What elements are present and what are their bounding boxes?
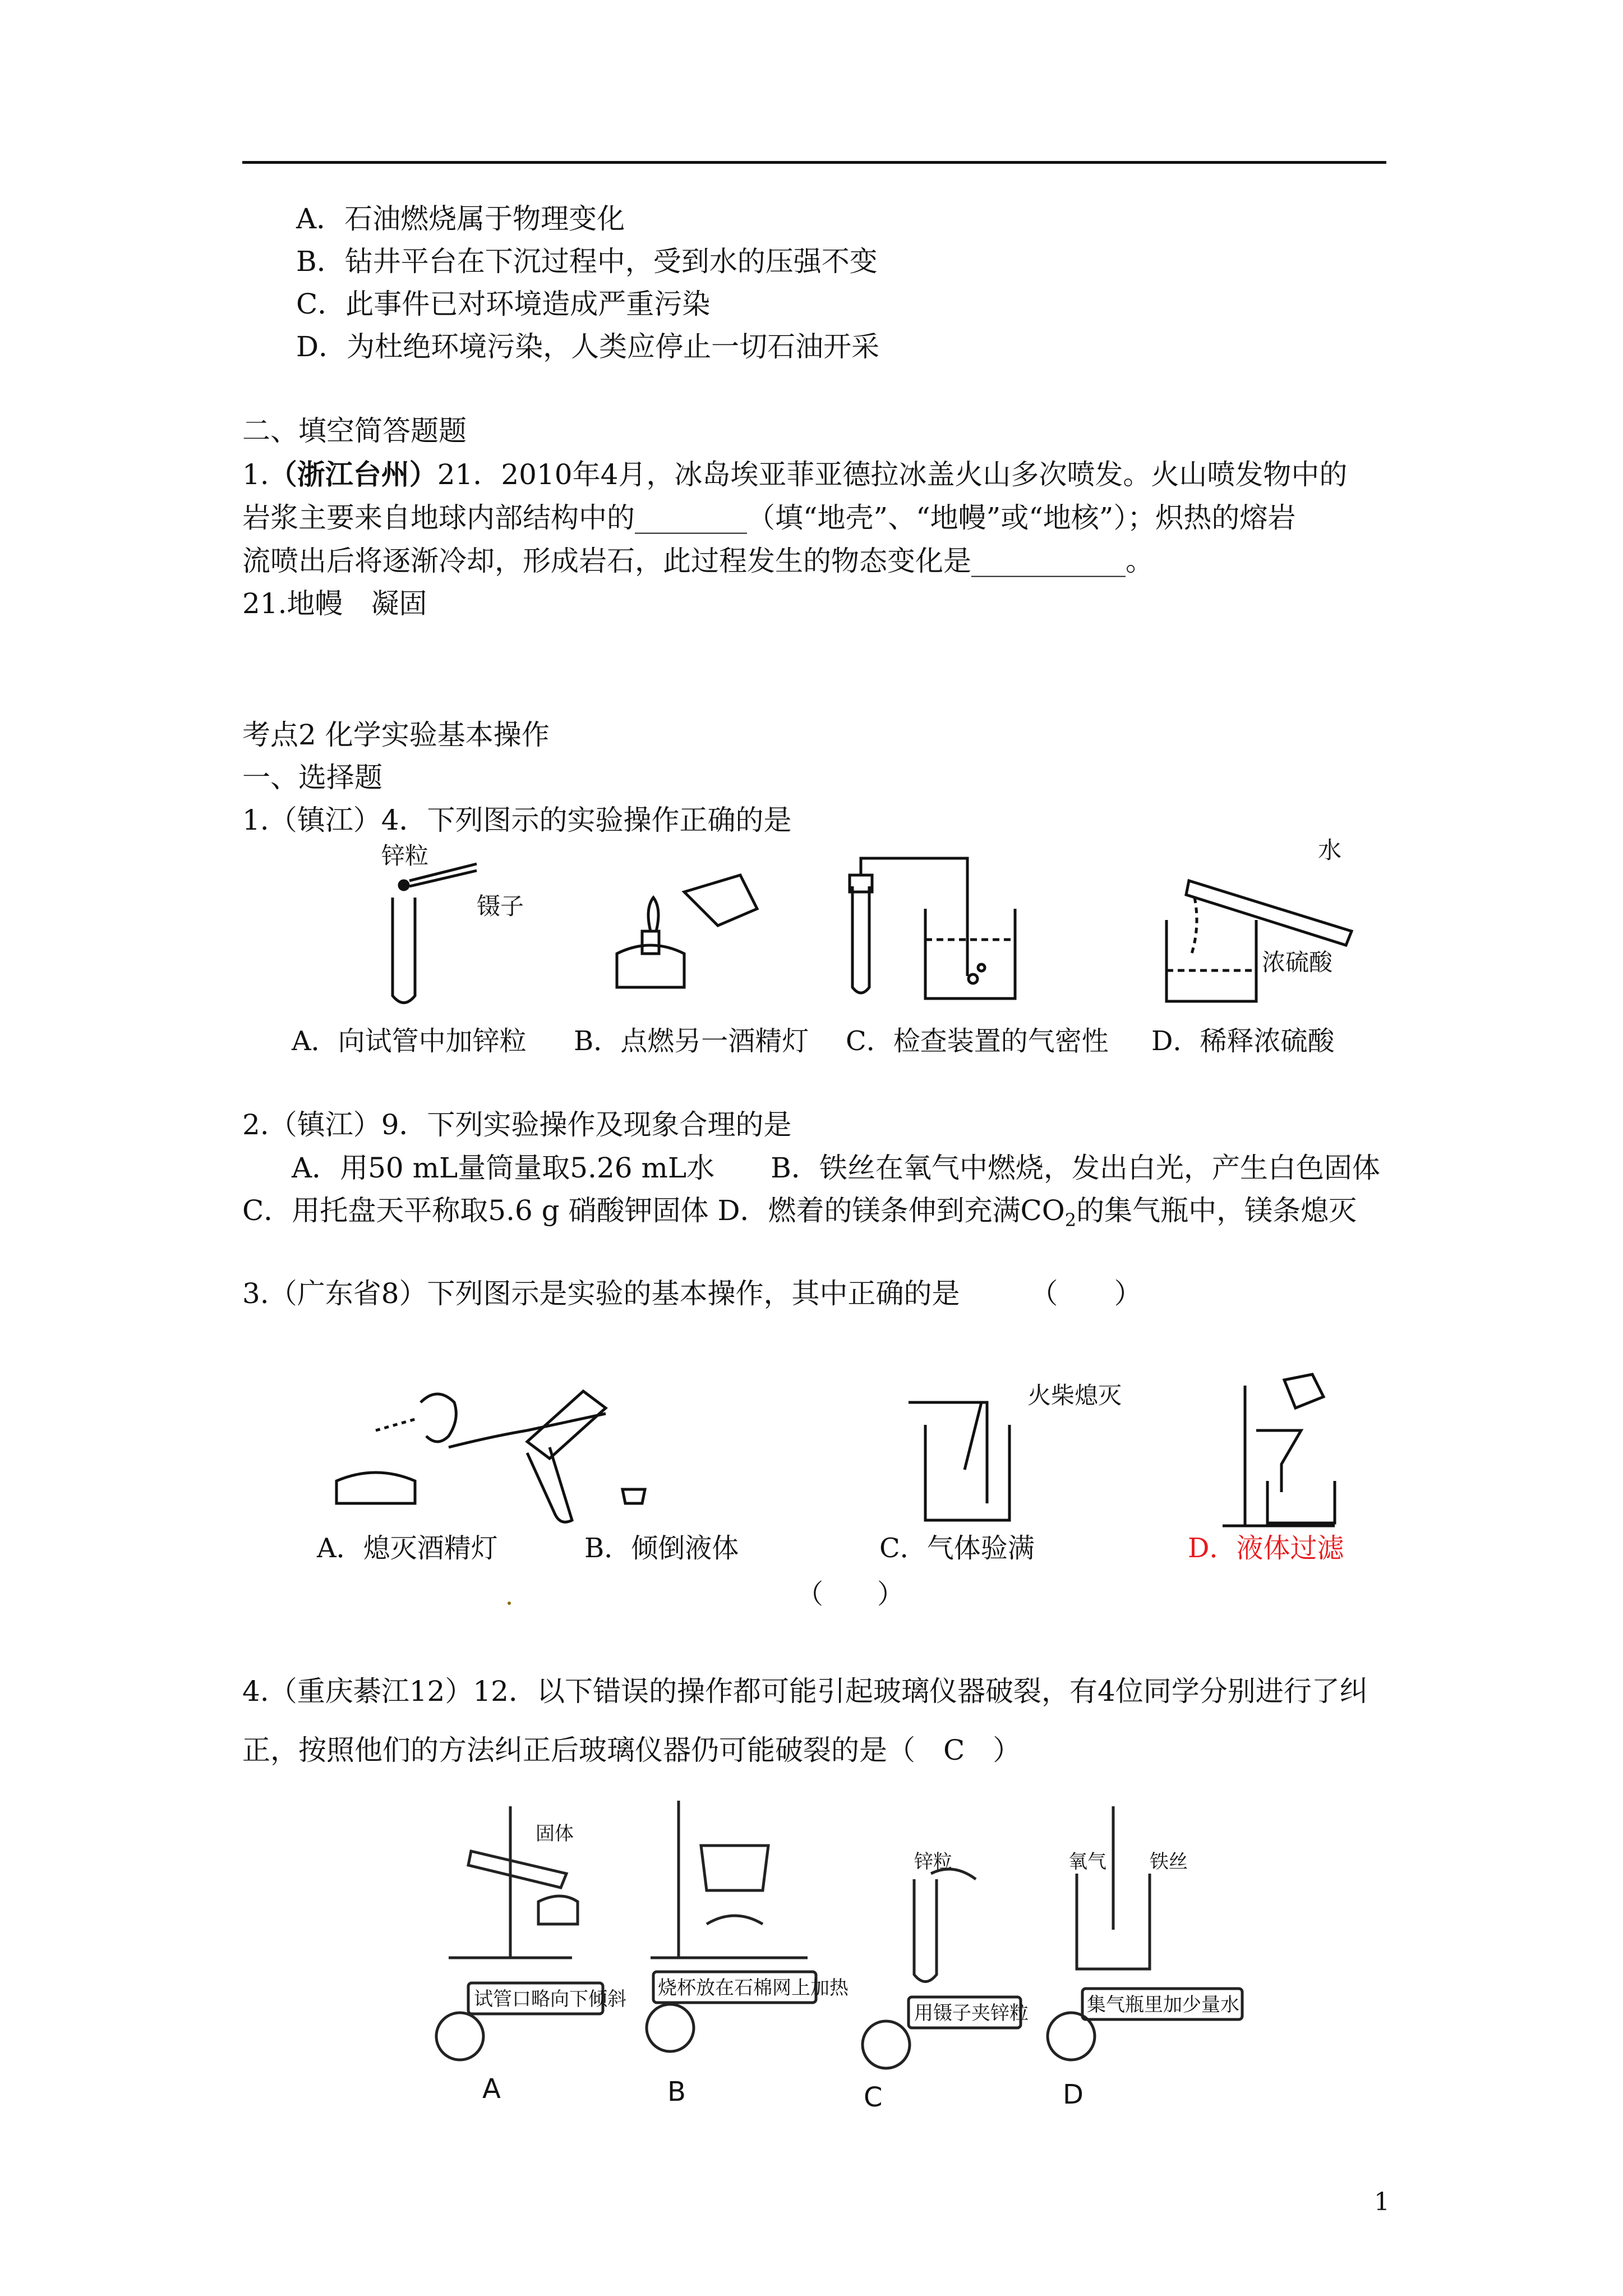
letter-a: A <box>482 2073 501 2105</box>
label-zinc-q4: 锌粒 <box>914 1851 952 1873</box>
second-lamp <box>684 875 757 926</box>
pour-beaker <box>1284 1374 1324 1408</box>
q4-line2: 正，按照他们的方法纠正后玻璃仪器仍可能破裂的是（ C ） <box>242 1734 1021 1766</box>
letter-d: D <box>1063 2079 1083 2110</box>
letter-b: B <box>667 2076 686 2108</box>
section2-heading: 二、填空简答题题 <box>242 415 467 447</box>
header-rule <box>242 161 1386 164</box>
beaker-d3 <box>1267 1481 1335 1523</box>
q2-stem: 2.（镇江）9．下列实验操作及现象合理的是 <box>242 1108 792 1141</box>
q2-line-cd-pre: C．用托盘天平称取5.6 g 硝酸钾固体 D．燃着的镁条伸到充满CO <box>242 1194 1065 1227</box>
page-number: 1 <box>1374 2188 1390 2216</box>
bubble-b-text: 烧杯放在石棉网上加热 <box>658 1977 849 1999</box>
zinc-granule <box>399 881 408 890</box>
s2-q1-text1: 21．2010年4月，冰岛埃亚菲亚德拉冰盖火山多次喷发。火山喷发物中的 <box>437 458 1348 491</box>
label-match: 火柴熄灭 <box>1027 1382 1122 1409</box>
beaker-b <box>701 1846 768 1890</box>
s2-q1-line2: 岩浆主要来自地球内部结构中的________（填“地壳”、“地幔”或“地核”）；炽热的熔岩 <box>242 501 1296 534</box>
tube-c <box>914 1879 937 1982</box>
beaker-c <box>925 909 1015 999</box>
q2-line-cd-post: 的集气瓶中，镁条熄灭 <box>1076 1194 1357 1227</box>
q2-line-ab: A．用50 mL量筒量取5.26 mL水 B．铁丝在氧气中燃烧，发出白光，产生白色固体 <box>292 1152 1380 1184</box>
q1-stem: 1.（镇江）4．下列图示的实验操作正确的是 <box>242 804 792 836</box>
letter-c: C <box>864 2082 883 2113</box>
q1-option-d: D．稀释浓硫酸 <box>1151 1025 1335 1057</box>
student-a <box>436 2013 483 2060</box>
stopper <box>623 1489 645 1503</box>
test-tube-c <box>852 886 869 993</box>
match-stick <box>965 1402 981 1470</box>
q3-stem: 3.（广东省8）下列图示是实验的基本操作，其中正确的是 （ ） <box>242 1277 1142 1310</box>
funnel <box>1256 1430 1301 1492</box>
label-zinc: 锌粒 <box>381 842 429 869</box>
s2-q1-source: （浙江台州） <box>269 458 437 491</box>
label-oxygen: 氧气 <box>1068 1851 1106 1873</box>
bubble-d-text: 集气瓶里加少量水 <box>1087 1994 1239 2016</box>
q4-figure <box>437 1789 1256 2126</box>
face <box>421 1394 456 1442</box>
kaodian-sub: 一、选择题 <box>242 761 382 794</box>
prev-option-a: A．石油燃烧属于物理变化 <box>296 203 625 235</box>
q1-option-a: A．向试管中加锌粒 <box>292 1025 527 1057</box>
label-iron: 铁丝 <box>1150 1851 1188 1873</box>
q1-option-b: B．点燃另一酒精灯 <box>574 1025 809 1057</box>
bubble-c-text: 用镊子夹锌粒 <box>914 2002 1029 2024</box>
q3-option-d: D．液体过滤 <box>1188 1533 1344 1564</box>
q4-line1: 4.（重庆綦江12）12．以下错误的操作都可能引起玻璃仪器破裂，有4位同学分别进行了纠 <box>242 1675 1368 1708</box>
test-tube-a <box>393 898 415 1003</box>
prev-option-b: B．钻井平台在下沉过程中，受到水的压强不变 <box>296 245 878 278</box>
student-b <box>647 2004 694 2051</box>
q1-figure <box>292 836 1402 1010</box>
q1-option-c: C．检查装置的气密性 <box>846 1025 1109 1057</box>
lamp-a <box>336 1473 415 1503</box>
q3-figure <box>292 1369 1402 1537</box>
tube-a <box>468 1851 566 1888</box>
bottle-b <box>527 1391 606 1458</box>
s2-q1-line3: 流喷出后将逐渐冷却，形成岩石，此过程发生的物态变化是___________。 <box>242 545 1154 577</box>
gas-jar <box>925 1425 1009 1520</box>
label-water: 水 <box>1318 836 1342 864</box>
s2-q1-number: 1. <box>242 458 269 491</box>
student-d <box>1048 2013 1095 2060</box>
q2-line-cd-sub: 2 <box>1064 1209 1077 1231</box>
prev-option-c: C．此事件已对环境造成严重污染 <box>296 288 711 320</box>
kaodian-heading: 考点2 化学实验基本操作 <box>242 719 550 751</box>
q3-paren: （ ） <box>796 1579 905 1610</box>
cylinder-d <box>1186 881 1352 945</box>
student-c <box>863 2021 910 2068</box>
q3-option-b: B．倾倒液体 <box>584 1533 739 1564</box>
s2-q1-line1 <box>242 458 1347 491</box>
stray-dot <box>508 1602 511 1605</box>
s2-q1-answer: 21.地幔 凝固 <box>242 587 427 620</box>
bubble-a-text: 试管口略向下倾斜 <box>474 1988 626 2010</box>
q3-option-c: C．气体验满 <box>879 1533 1035 1564</box>
q3-option-a: A．熄灭酒精灯 <box>317 1533 498 1564</box>
beaker-d <box>1166 920 1256 1001</box>
q2-line-cd <box>242 1194 1357 1237</box>
label-tweezers: 镊子 <box>477 892 524 920</box>
prev-option-d: D．为杜绝环境污染，人类应停止一切石油开采 <box>296 330 880 363</box>
label-solid: 固体 <box>536 1823 574 1845</box>
label-acid: 浓硫酸 <box>1262 949 1333 976</box>
alcohol-lamp <box>617 945 684 987</box>
